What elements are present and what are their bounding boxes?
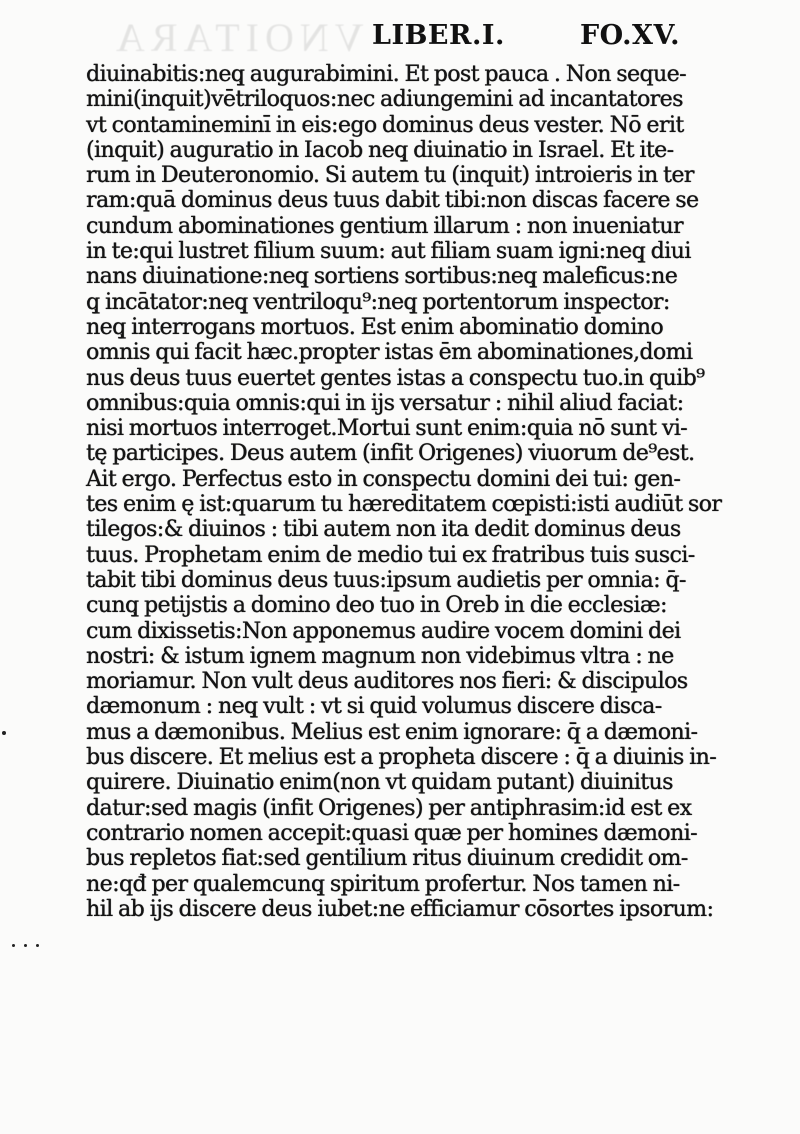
text-line: vt contamineminī in eis:ego dominus deus vester. Nō erit	[86, 112, 684, 138]
margin-speck	[24, 944, 27, 947]
text-line: hil ab ijs discere deus iubet:ne efficiamur cōsortes ipsorum:	[86, 896, 714, 922]
text-line: mini(inquit)vētriloquos:nec adiungemini ad incantatores	[86, 87, 683, 113]
text-line: datur:sed magis (infit Origenes) per antiphrasim:id est ex	[86, 795, 692, 821]
book-number: LIBER.I.	[372, 20, 505, 51]
text-line: nostri: & istum ignem magnum non videbimus vltra : ne	[86, 643, 674, 669]
text-line: tilegos:& diuinos : tibi autem non ita dedit dominus deus	[86, 517, 681, 543]
margin-speck	[2, 731, 6, 735]
text-line: rum in Deuteronomio. Si autem tu (inquit) introieris in ter	[86, 163, 694, 189]
text-line: nus deus tuus euertet gentes istas a conspectu tuo.in quib⁹	[86, 365, 705, 391]
text-line: quirere. Diuinatio enim(non vt quidam putant) diuinitus	[86, 770, 673, 796]
text-line: nans diuinatione:neq̧ sortiens sortibus:neq̧ maleficus:ne	[86, 264, 678, 290]
text-line: cunq̧ petijstis a domino deo tuo in Oreb in die ecclesiæ:	[86, 593, 667, 619]
text-line: contrario nomen accepit:quasi quæ per homines dæmoni-	[86, 820, 697, 846]
text-line: moriamur. Non vult deus auditores nos fieri: & discipulos	[86, 669, 688, 695]
text-line: tę participes. Deus autem (infit Origenes) viuorum de⁹est.	[86, 441, 695, 467]
margin-speck	[36, 944, 39, 947]
text-line: omnis qui facit hæc.propter istas ēm abominationes,domi	[86, 340, 693, 366]
text-line: diuinabitis:neq̧ augurabimini. Et post pauca . Non seque-	[86, 62, 686, 87]
margin-speck	[12, 944, 15, 947]
text-line: q̧ incātator:neq̧ ventriloqu⁹:neq̧ portentorum inspector:	[86, 289, 670, 315]
text-line: bus repletos fiat:sed gentilium ritus diuinum credidit om-	[86, 846, 688, 872]
text-line: in te:qui lustret filium suum: aut filiam suam igni:neq̧ diui	[86, 239, 691, 265]
text-line: ne:qđ per qualemcunq̧ spiritum profertur. Nos tamen ni-	[86, 871, 680, 897]
text-line: neq̧ interrogans mortuos. Est enim abominatio domino	[86, 314, 664, 340]
text-line: tuus. Prophetam enim de medio tui ex fratribus tuis susci-	[86, 542, 695, 568]
text-block	[86, 62, 722, 922]
text-line: dæmonum : neq̧ vult : vt si quid volumus discere disca-	[86, 694, 662, 720]
text-line: (inquit) auguratio in Iacob neq̧ diuinatio in Israel. Et ite-	[86, 137, 674, 163]
folio-number: FO.XV.	[580, 20, 681, 51]
text-line: ram:quā dominus deus tuus dabit tibi:non discas facere se	[86, 188, 699, 214]
text-line: cundum abominationes gentium illarum : non inueniatur	[86, 213, 683, 239]
text-line: mus a dæmonibus. Melius est enim ignorare: q̄ a dæmoni-	[86, 719, 698, 745]
text-line: cum dixissetis:Non apponemus audire vocem domini dei	[86, 618, 681, 644]
text-line: nisi mortuos interroget.Mortui sunt enim:quia nō sunt vi-	[86, 416, 688, 442]
running-head	[0, 20, 800, 60]
text-line: omnibus:quia omnis:qui in ijs versatur : nihil aliud faciat:	[86, 390, 684, 416]
text-line: tes enim ę ist:quarum tu hæreditatem cœpisti:isti audiūt sor	[86, 492, 722, 518]
text-line: Ait ergo. Perfectus esto in conspectu domini dei tui: gen-	[86, 466, 681, 492]
text-line: tabit tibi dominus deus tuus:ipsum audietis per omnia: q̄-	[86, 567, 686, 593]
text-line: bus discere. Et melius est a propheta discere : q̄ a diuinis in-	[86, 745, 717, 771]
bleed-through-text: VNOITARA	[110, 15, 364, 60]
